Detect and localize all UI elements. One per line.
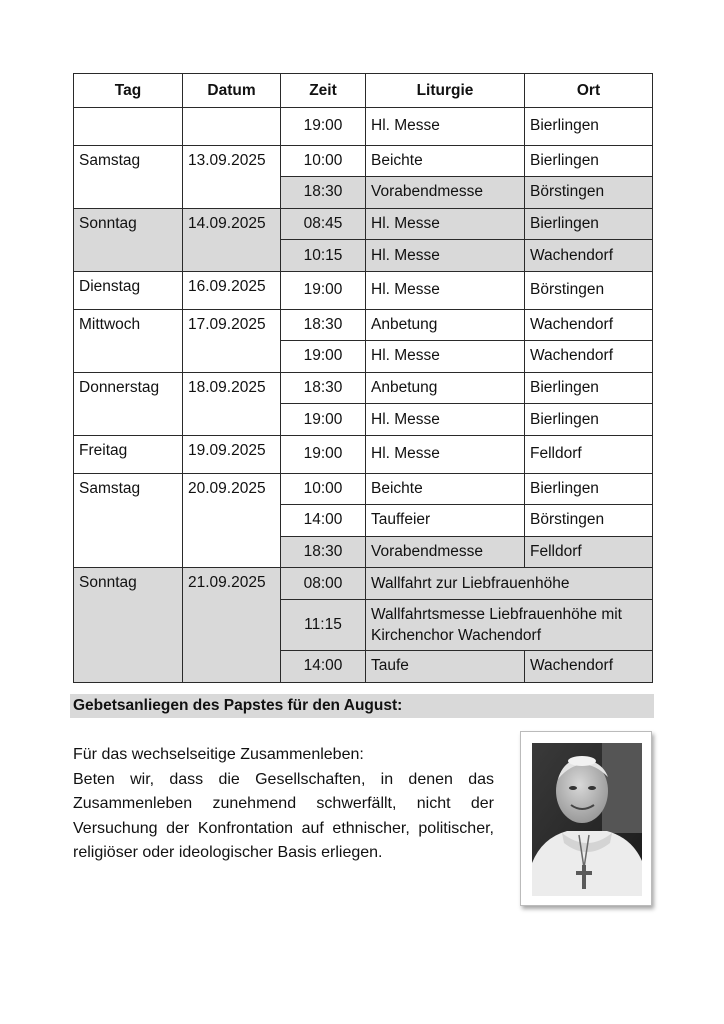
cell-zeit: 18:30 [281,309,366,341]
cell-liturgie: Taufe [366,650,525,682]
header-ort: Ort [525,74,653,108]
cell-zeit: 11:15 [281,599,366,650]
header-tag: Tag [74,74,183,108]
table-row [74,435,653,473]
cell-ort: Bierlingen [525,108,653,146]
cell-ort: Bierlingen [525,473,653,505]
cell-liturgie: Wallfahrtsmesse Liebfrauenhöhe mit Kirchenchor Wachendorf [366,599,653,650]
cell-liturgie: Vorabendmesse [366,536,525,568]
cell-zeit: 18:30 [281,372,366,404]
cell-liturgie: Anbetung [366,309,525,341]
cell-zeit: 08:45 [281,208,366,240]
table-row [74,208,653,240]
cell-ort: Börstingen [525,271,653,309]
cell-ort: Wachendorf [525,309,653,341]
cell-liturgie: Hl. Messe [366,435,525,473]
liturgy-schedule-table [73,73,653,683]
cell-liturgie: Anbetung [366,372,525,404]
cell-ort: Wachendorf [525,240,653,272]
cell-zeit: 19:00 [281,435,366,473]
cell-liturgie: Hl. Messe [366,240,525,272]
cell-tag: Mittwoch [74,309,183,372]
cell-liturgie: Tauffeier [366,505,525,537]
cell-ort: Felldorf [525,435,653,473]
cell-liturgie: Hl. Messe [366,108,525,146]
cell-datum: 17.09.2025 [183,309,281,372]
cell-ort: Felldorf [525,536,653,568]
cell-zeit: 08:00 [281,568,366,600]
cell-datum: 20.09.2025 [183,473,281,568]
cell-ort: Wachendorf [525,341,653,373]
cell-ort: Bierlingen [525,372,653,404]
cell-zeit: 10:00 [281,473,366,505]
prayer-text [73,743,494,866]
cell-liturgie: Vorabendmesse [366,177,525,209]
cell-ort: Bierlingen [525,145,653,177]
prayer-body: Beten wir, dass die Gesellschaften, in denen das Zusammenleben zunehmend schwerfällt, nicht der Versuchung der Konfrontation auf ethnischer, politischer, religiöser oder ideologischer Basis erliegen. [73,770,494,861]
cell-zeit: 19:00 [281,404,366,436]
cell-liturgie: Beichte [366,145,525,177]
table-row [74,568,653,600]
table-row [74,473,653,505]
table-row [74,372,653,404]
cell-ort: Wachendorf [525,650,653,682]
table-row [74,108,653,146]
schedule-body [74,108,653,683]
header-zeit: Zeit [281,74,366,108]
cell-ort: Bierlingen [525,404,653,436]
cell-zeit: 19:00 [281,341,366,373]
header-liturgie: Liturgie [366,74,525,108]
cell-zeit: 19:00 [281,271,366,309]
cell-liturgie: Beichte [366,473,525,505]
cell-zeit: 10:00 [281,145,366,177]
table-row [74,145,653,177]
cell-datum: 19.09.2025 [183,435,281,473]
cell-liturgie: Hl. Messe [366,208,525,240]
cell-tag [74,108,183,146]
cell-ort: Börstingen [525,177,653,209]
cell-datum [183,108,281,146]
table-row [74,271,653,309]
cell-zeit: 19:00 [281,108,366,146]
table-row [74,309,653,341]
cell-datum: 21.09.2025 [183,568,281,682]
cell-tag: Sonntag [74,568,183,682]
cell-tag: Samstag [74,145,183,208]
cell-zeit: 14:00 [281,650,366,682]
cell-datum: 14.09.2025 [183,208,281,271]
cell-tag: Sonntag [74,208,183,271]
prayer-intro: Für das wechselseitige Zusammenleben: [73,746,364,763]
cell-liturgie: Hl. Messe [366,271,525,309]
cell-ort: Börstingen [525,505,653,537]
cell-tag: Dienstag [74,271,183,309]
cell-tag: Freitag [74,435,183,473]
cell-zeit: 18:30 [281,536,366,568]
table-header-row [74,74,653,108]
cell-zeit: 10:15 [281,240,366,272]
cell-ort: Bierlingen [525,208,653,240]
pope-portrait-image [532,743,642,896]
cell-liturgie: Hl. Messe [366,341,525,373]
cell-liturgie: Hl. Messe [366,404,525,436]
cell-zeit: 18:30 [281,177,366,209]
pope-photo [520,731,652,906]
prayer-heading: Gebetsanliegen des Papstes für den August: [70,694,654,718]
cell-tag: Donnerstag [74,372,183,435]
cell-tag: Samstag [74,473,183,568]
header-datum: Datum [183,74,281,108]
cell-liturgie: Wallfahrt zur Liebfrauenhöhe [366,568,653,600]
cell-zeit: 14:00 [281,505,366,537]
cell-datum: 18.09.2025 [183,372,281,435]
cell-datum: 16.09.2025 [183,271,281,309]
cell-datum: 13.09.2025 [183,145,281,208]
